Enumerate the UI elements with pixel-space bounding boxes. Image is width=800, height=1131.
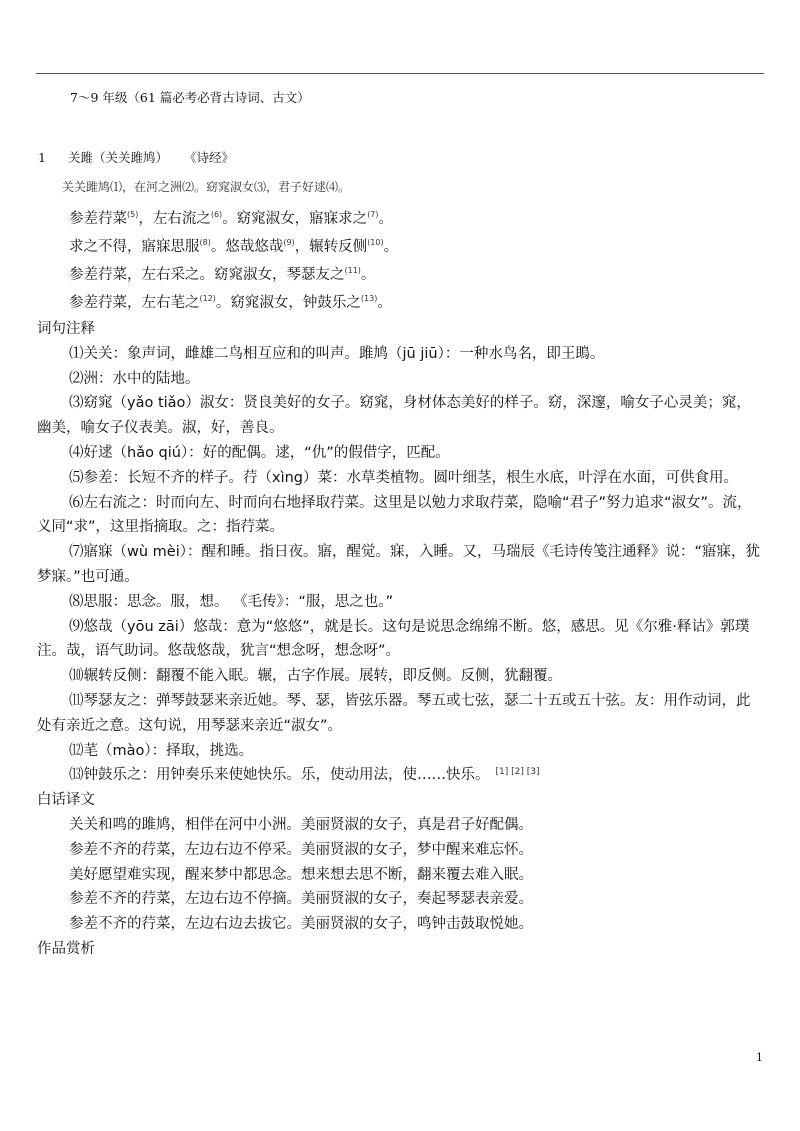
translation-list [37, 813, 764, 937]
note-item: ⑻思服：思念。服，想。 《毛传》：“服，思之也。” [69, 593, 394, 610]
note-item: ⑶窈窕（yǎo tiǎo）淑女：贤良美好的女子。窈窕，身材体态美好的样子。窈，深邃，喻女子心灵美；窕，幽美，喻女子仪表美。淑，好，善良。 [37, 395, 751, 437]
translation-heading: 白话译文 [37, 792, 95, 809]
translation-line: 参差不齐的荇菜，左边右边不停采。美丽贤淑的女子，梦中醒来难忘怀。 [69, 841, 533, 858]
document-body [37, 205, 764, 962]
poem-line: 参差荇菜$^{(5)}$，左右流之$^{(6)}$。窈窕淑女，寤寐求之$^{(7)}$。 [69, 210, 394, 227]
poem-line: 参差荇菜，左右芼之$^{(12)}$。窈窕淑女，钟鼓乐之$^{(13)}$。 [69, 294, 392, 311]
note-item: ⑹左右流之：时而向左、时而向右地择取荇菜。这里是以勉力求取荇菜，隐喻“君子”努力追求“淑女”。流，义同“求”，这里指摘取。之：指荇菜。 [37, 494, 752, 536]
translation-line: 关关和鸣的雎鸠，相伴在河中小洲。美丽贤淑的女子，真是君子好配偶。 [69, 816, 533, 833]
translation-line: 参差不齐的荇菜，左边右边去拔它。美丽贤淑的女子，鸣钟击鼓取悦她。 [69, 916, 533, 933]
note-item: ⒀钟鼓乐之：用钟奏乐来使她快乐。乐，使动用法，使……快乐。 [1] [2] [3] [69, 766, 540, 784]
poem-title-line [38, 148, 234, 166]
poem-number: 1 [38, 150, 46, 165]
note-item: ⑾琴瑟友之：弹琴鼓瑟来亲近她。琴、瑟，皆弦乐器。琴五或七弦，瑟二十五或五十弦。友：用作动词，此处有亲近之意。这句说，用琴瑟来亲近“淑女”。 [37, 692, 751, 734]
note-item: ⑼悠哉（yōu zāi）悠哉：意为“悠悠”，就是长。这句是说思念绵绵不断。悠，感思。见《尔雅·释诂》郭璞注。哉，语气助词。悠哉悠哉，犹言“想念呀，想念呀”。 [37, 618, 750, 660]
note-item: ⑺寤寐（wù mèi）：醒和睡。指日夜。寤，醒觉。寐，入睡。又，马瑞辰《毛诗传笺注通释》说：“寤寐，犹梦寐。”也可通。 [37, 544, 760, 585]
poem-title: 关雎（关关雎鸠） [68, 150, 169, 165]
note-item: ⑿芼（mào）：择取，挑选。 [69, 742, 254, 759]
poem-line: 参差荇菜，左右采之。窈窕淑女，琴瑟友之$^{(11)}$。 [69, 266, 376, 283]
poem-first-line: 关关雎鸠⑴，在河之洲⑵。窈窕淑女⑶，君子好逑⑷。 [62, 180, 351, 194]
translation-line: 参差不齐的荇菜，左边右边不停摘。美丽贤淑的女子，奏起琴瑟表亲爱。 [69, 891, 533, 908]
notes-heading: 词句注释 [37, 321, 95, 337]
note-item: ⑸参差：长短不齐的样子。荇（xìng）菜：水草类植物。圆叶细茎，根生水底，叶浮在水面，可供食用。 [69, 469, 738, 486]
note-item: ⑽辗转反侧：翻覆不能入眠。辗，古字作展。展转，即反侧。反侧，犹翻覆。 [69, 668, 562, 685]
note-item: ⑵洲：水中的陆地。 [69, 370, 200, 387]
poem-line: 求之不得，寤寐思服$^{(8)}$。悠哉悠哉$^{(9)}$，辗转反侧$^{(10)}$。 [69, 238, 399, 255]
note-item: ⑷好逑（hǎo qiú）：好的配偶。逑，“仇”的假借字，匹配。 [69, 444, 450, 461]
page-heading: 7～9 年级（61 篇必考必背古诗词、古文） [70, 90, 310, 105]
page-number: 1 [756, 1051, 763, 1064]
poem-stanza [37, 205, 764, 317]
translation-line: 美好愿望难实现，醒来梦中都思念。想来想去思不断，翻来覆去难入眠。 [69, 866, 533, 883]
note-item: ⑴关关：象声词，雌雄二鸟相互应和的叫声。雎鸠（jū jiū）：一种水鸟名，即王鴡。 [69, 345, 605, 362]
poem-source: 《诗经》 [184, 150, 235, 165]
appreciation-heading: 作品赏析 [37, 940, 95, 957]
reference-links[interactable]: [1] [2] [3] [495, 766, 540, 777]
notes-list [37, 342, 764, 788]
header-rule [36, 73, 764, 74]
